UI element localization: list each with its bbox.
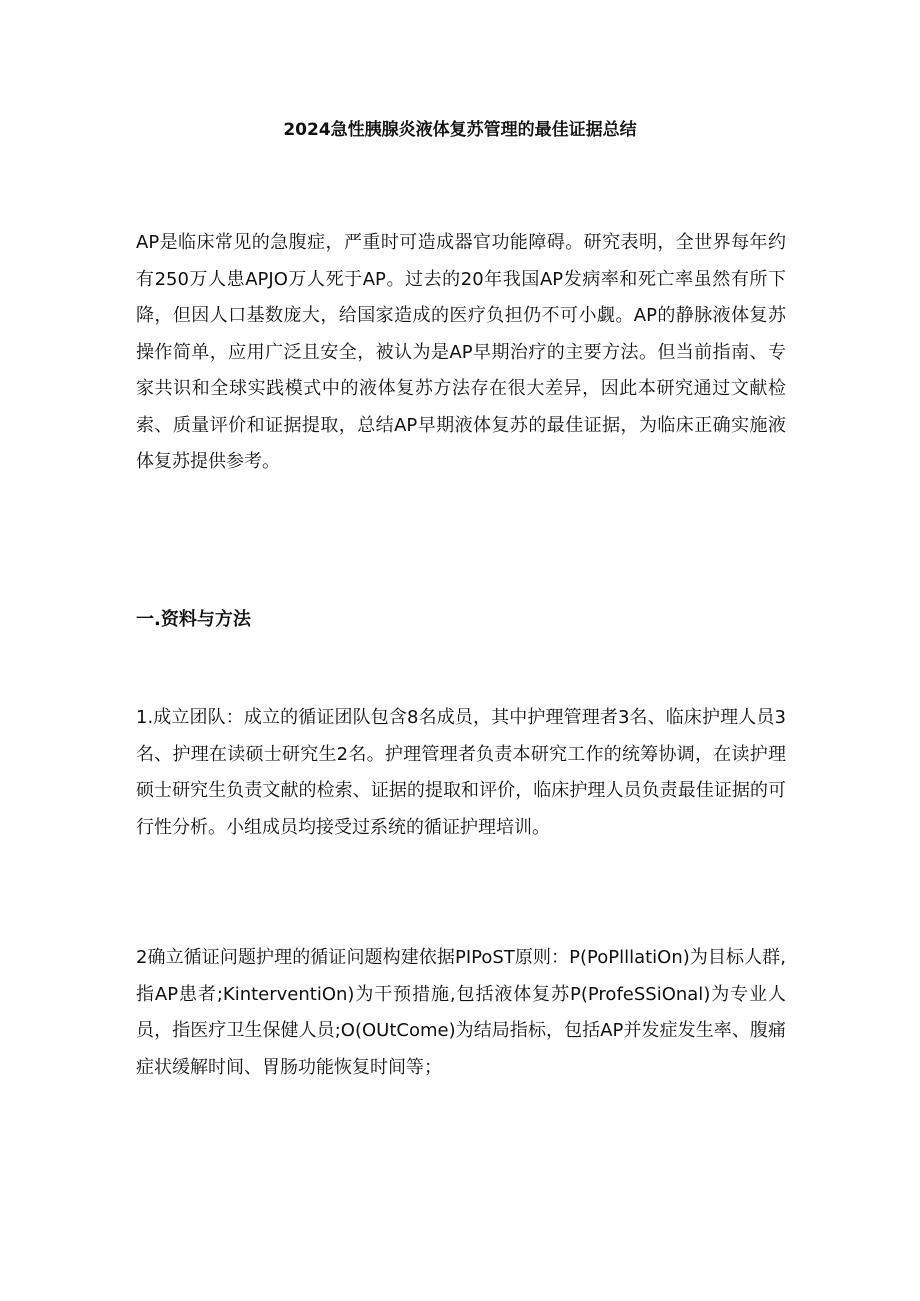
question-paragraph: 2确立循证问题护理的循证问题构建依据PIPoST原则：P(PoPlllatiOn)为目标人群,指AP患者;KinterventiOn)为干预措施,包括液体复苏P(ProfeSSiOnal)为专业人员，指医疗卫生保健人员;O(OUtCome)为结局指标，包括AP并发症发生率、腹痛症状缓解时间、胃肠功能恢复时间等； <box>136 947 786 1078</box>
document-title: 2024急性胰腺炎液体复苏管理的最佳证据总结 <box>283 120 637 140</box>
section-heading: 一.资料与方法 <box>136 609 251 630</box>
intro-paragraph: AP是临床常见的急腹症，严重时可造成器官功能障碍。研究表明，全世界每年约有250万人患APJO万人死于AP。过去的20年我国AP发病率和死亡率虽然有所下降，但因人口基数庞大，给国家造成的医疗负担仍不可小觑。AP的静脉液体复苏操作简单，应用广泛且安全，被认为是AP早期治疗的主要方法。但当前指南、专家共识和全球实践模式中的液体复苏方法存在很大差异，因此本研究通过文献检索、质量评价和证据提取，总结AP早期液体复苏的最佳证据，为临床正确实施液体复苏提供参考。 <box>136 232 786 472</box>
team-paragraph: 1.成立团队：成立的循证团队包含8名成员，其中护理管理者3名、临床护理人员3名、护理在读硕士研究生2名。护理管理者负责本研究工作的统筹协调，在读护理硕士研究生负责文献的检索、证据的提取和评价，临床护理人员负责最佳证据的可行性分析。小组成员均接受过系统的循证护理培训。 <box>136 707 786 838</box>
